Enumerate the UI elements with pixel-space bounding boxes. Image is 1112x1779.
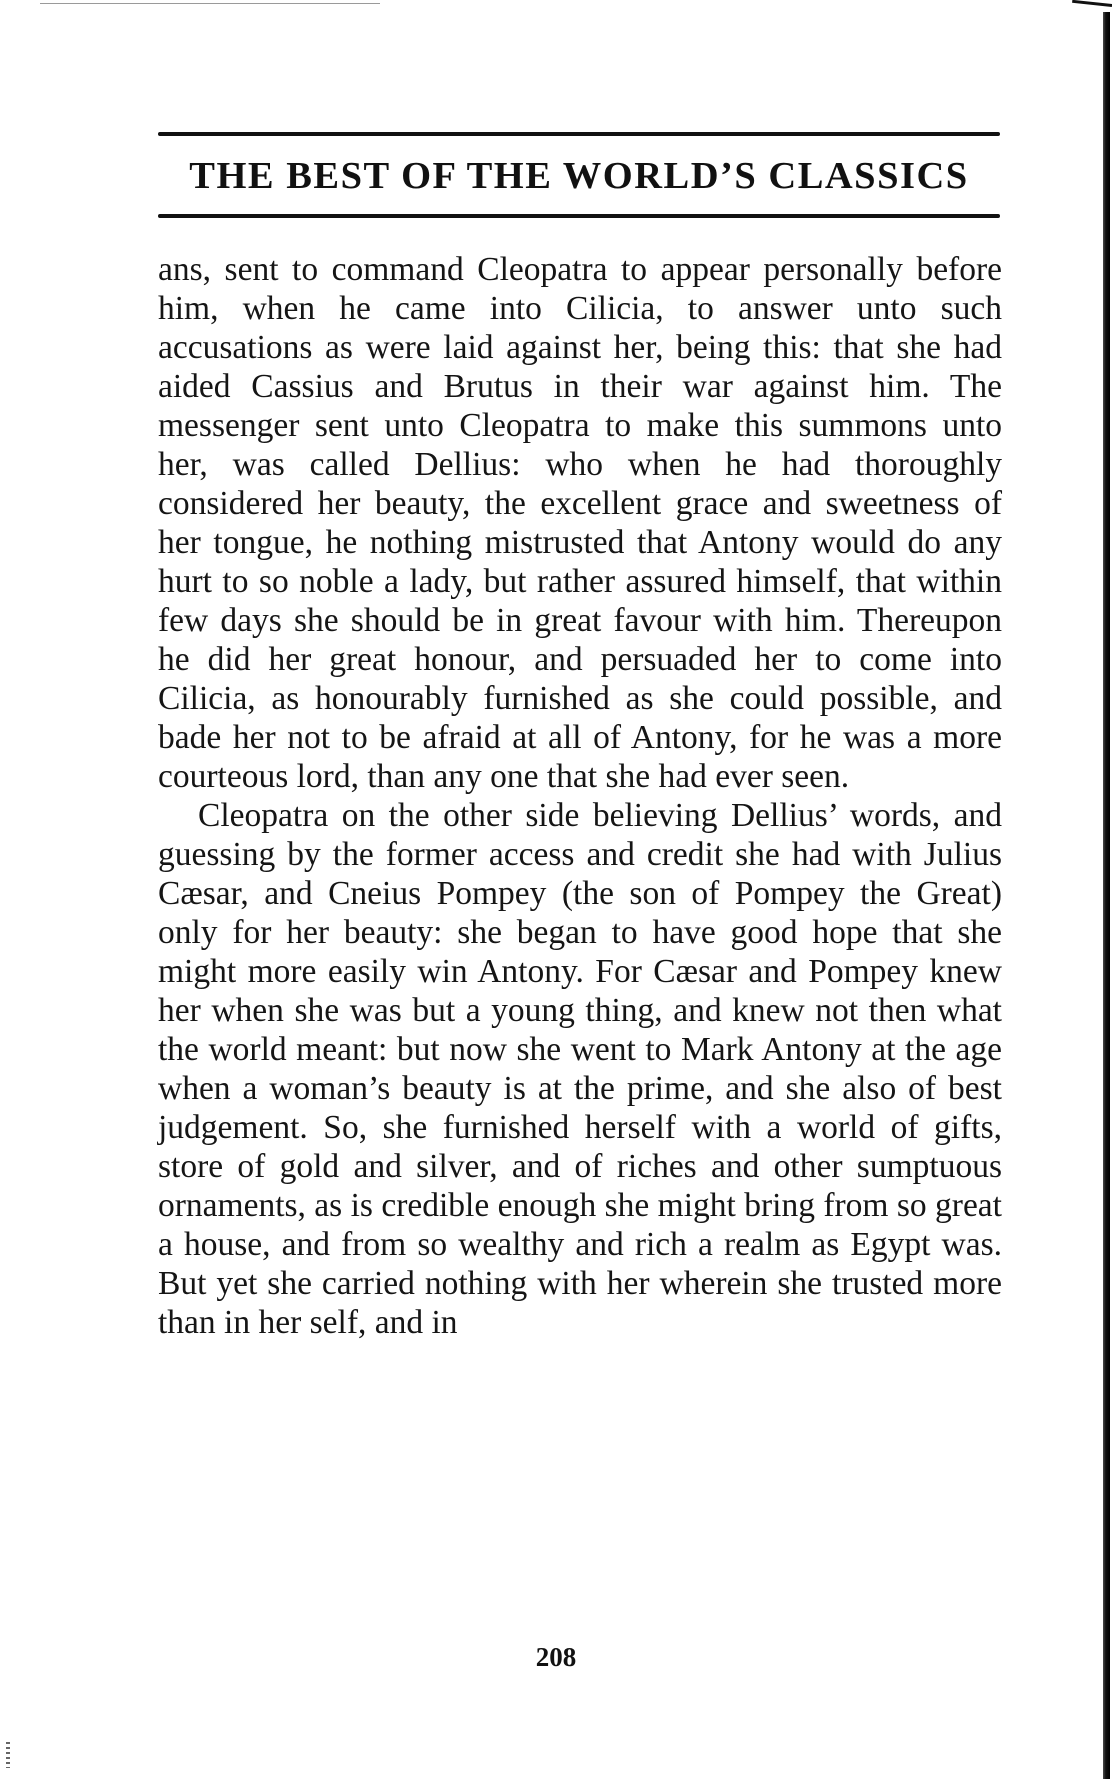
header-bottom-rule [158, 214, 1000, 218]
running-header-title: THE BEST OF THE WORLD’S CLASSICS [189, 155, 969, 197]
page-top-edge-line [40, 3, 380, 4]
spine-bar [1103, 12, 1110, 1779]
running-header [158, 132, 1000, 218]
page-number: 208 [535, 1642, 577, 1672]
body-text [158, 250, 1002, 1342]
spine-corner [1072, 0, 1112, 7]
paragraph-1: ans, sent to command Cleopatra to appear personally before him, when he came into Cilicia, to answer unto such accusations as were laid against her, being this: that she had aided Cassius and Brutus in their war against him. The messenger sent unto Cleopatra to make this summons unto her, was called Dellius: who when he had thoroughly considered her beauty, the excellent grace and sweetness of her tongue, he nothing mistrusted that Antony would do any hurt to so noble a lady, but rather assured himself, that within few days she should be in great favour with him. Thereupon he did her great honour, and persuaded her to come into Cilicia, as honourably furnished as she could possible, and bade her not to be afraid at all of Antony, for he was a more courteous lord, than any one that she had ever seen. [158, 251, 1002, 795]
header-top-rule [158, 132, 1000, 136]
paragraph-2: Cleopatra on the other side believing Dellius’ words, and guessing by the former access and credit she had with Julius Cæsar, and Cneius Pompey (the son of Pompey the Great) only for her beauty: she began to have good hope that she might more easily win Antony. For Cæsar and Pompey knew her when she was but a young thing, and knew not then what the world meant: but now she went to Mark Antony at the age when a woman’s beauty is at the prime, and she also of best judgement. So, she furnished herself with a world of gifts, store of gold and silver, and of riches and other sumptuous ornaments, as is credible enough she might bring from so great a house, and from so wealthy and rich a realm as Egypt was. But yet she carried nothing with her wherein she trusted more than in her self, and in [158, 797, 1002, 1341]
margin-specks [6, 1742, 10, 1768]
book-spine-edge [1098, 0, 1112, 1779]
